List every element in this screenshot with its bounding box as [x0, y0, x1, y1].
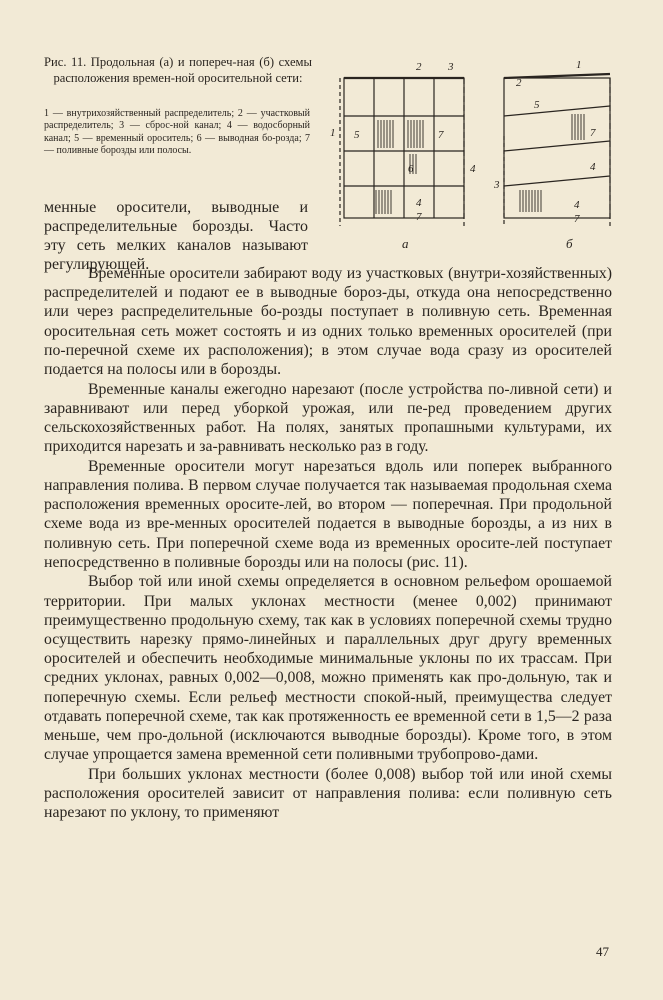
label-2-a: 2 — [416, 61, 422, 73]
label-3-b: 3 — [494, 179, 500, 191]
paragraph: Временные каналы ежегодно нарезают (после устройства по-ливной сети) и заравнивают или перед уборкой урожая, или пе-ред проведением других сельскохозяйственных работ. На полях, занятых пропашными культурами, их приходится нарезать и за-равнивать несколько раз в году. — [44, 380, 612, 456]
label-6-a: 6 — [408, 163, 414, 175]
paragraph: Временные оросители могут нарезаться вдоль или поперек выбранного направления полива. В первом случае получается так называемая продольная схема расположения временных оросите-лей, во втором — поперечная. При продольной схеме вода из вре-менных оросителей подается в выводные борозды, а из них в поливную сеть. При поперечной схеме вода из временных оросите-лей поступает непосредственно в поливные борозды или на полосы (рис. 11). — [44, 457, 612, 571]
label-2-b: 2 — [516, 77, 522, 89]
body-text — [44, 264, 612, 823]
caption-title: Рис. 11. Продольная (а) и попереч-ная (б) схемы расположения времен-ной оросительной сети: — [44, 55, 312, 85]
panel-b-label: б — [566, 236, 573, 251]
label-1-b: 1 — [576, 59, 582, 71]
paragraph-continuation: менные оросители, выводные и распределительные борозды. Часто эту сеть мелких каналов называют регулирующей. — [44, 199, 308, 273]
label-5-b: 5 — [534, 99, 540, 111]
panel-a-label: а — [402, 236, 409, 251]
label-4-b-bottom: 4 — [574, 199, 580, 211]
figure-caption — [44, 54, 312, 86]
label-4-a: 4 — [470, 163, 476, 175]
wrapped-paragraph — [44, 198, 308, 274]
label-7-a-bottom: 7 — [416, 211, 422, 223]
label-7-a: 7 — [438, 129, 444, 141]
paragraph: Выбор той или иной схемы определяется в основном рельефом орошаемой территории. При малых уклонах местности (менее 0,002) принимают преимущественно продольную схему, так как в условиях поперечной схемы трудно осуществить нарезку прямо-линейных и параллельных друг другу временных оросителей и обеспечить необходимые минимальные уклоны по их трассам. При средних уклонах, равных 0,002—0,008, можно применять как про-дольную, так и поперечную схемы. Если рельеф местности спокой-ный, преимущества следует отдавать поперечной схеме, так как протяженность ее временной сети в 1,5—2 раза меньше, чем про-дольной (исключаются выводные борозды). Кроме того, в этом случае упрощается замена временной сети поливными трубопрово-дами. — [44, 573, 612, 764]
label-5-a: 5 — [354, 129, 360, 141]
label-1-a: 1 — [330, 127, 336, 139]
paragraph: При больших уклонах местности (более 0,008) выбор той или иной схемы расположения оросителей зависит от направления полива: если поливную сеть нарезают по уклону, то применяют — [44, 765, 612, 822]
figure-legend: 1 — внутрихозяйственный распределитель; 2 — участковый распределитель; 3 — сброс-ной канал; 4 — водосборный канал; 5 — временный ороситель; 6 — выводная бо-розда; 7 — поливные борозды или полосы. — [44, 108, 310, 157]
label-7-b: 7 — [590, 127, 596, 139]
label-7-b-bottom: 7 — [574, 213, 580, 225]
page-number: 47 — [596, 944, 609, 959]
label-4-b: 4 — [590, 161, 596, 173]
label-3-a: 3 — [448, 61, 454, 73]
paragraph: Временные оросители забирают воду из участковых (внутри-хозяйственных) распределителей и подают ее в выводные бороз-ды, откуда она непосредственно или через распределительные бо-розды поступает в поливную сеть. Временная оросительная сеть может состоять и из одних только временных оросителей (при по-перечной схеме их расположения); в этом случае вода сразу из оросителей подается на полосы или в борозды. — [44, 265, 612, 379]
label-4-a-bottom: 4 — [416, 197, 422, 209]
irrigation-scheme-figure — [320, 56, 620, 256]
